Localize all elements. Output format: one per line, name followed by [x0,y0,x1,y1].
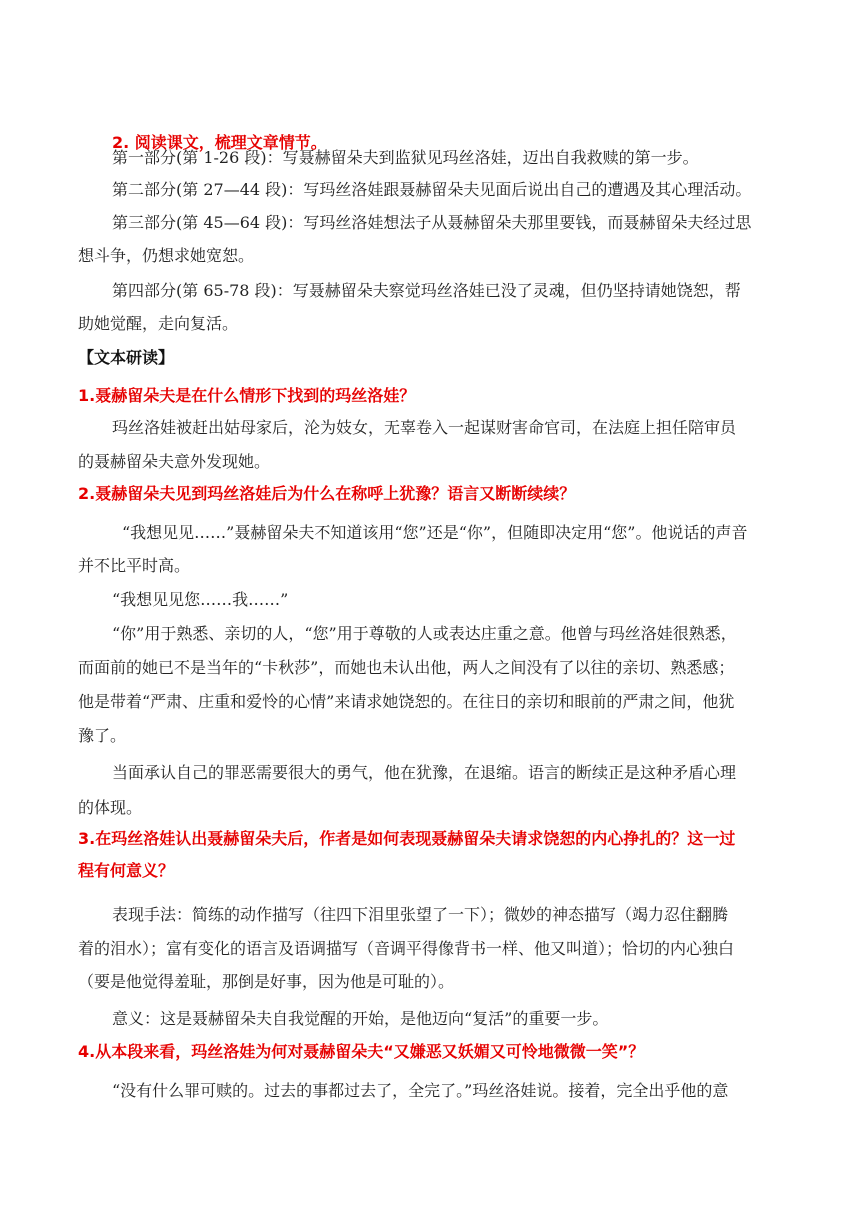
question-2-line-7: 豫了。 [78,726,127,745]
plot-part-3-line-1: 第三部分(第 45—64 段)：写玛丝洛娃想法子从聂赫留朵夫那里要钱，而聂赫留朵夫经过思 [112,213,752,232]
plot-part-2: 第二部分(第 27—44 段)：写玛丝洛娃跟聂赫留朵夫见面后说出自己的遭遇及其心理活动。 [112,180,752,199]
question-2-line-8: 当面承认自己的罪恶需要很大的勇气，他在犹豫，在退缩。语言的断续正是这种矛盾心理 [112,763,737,782]
question-3-title-line-1: 3.在玛丝洛娃认出聂赫留朵夫后，作者是如何表现聂赫留朵夫请求饶恕的内心挣扎的？这一过 [78,829,736,848]
question-2-line-9: 的体现。 [78,798,143,817]
plot-part-4-line-1: 第四部分(第 65-78 段)：写聂赫留朵夫察觉玛丝洛娃已没了灵魂，但仍坚持请她饶恕，帮 [112,281,741,300]
question-1-title: 1.聂赫留朵夫是在什么情形下找到的玛丝洛娃？ [78,386,416,405]
plot-part-3-line-2: 想斗争，仍想求她宽恕。 [78,246,255,265]
question-1-answer-line-2: 的聂赫留朵夫意外发现她。 [78,452,271,471]
question-2-title: 2.聂赫留朵夫见到玛丝洛娃后为什么在称呼上犹豫？语言又断断续续？ [78,484,576,503]
question-2-line-6: 他是带着“严肃、庄重和爱怜的心情”来请求她饶恕的。在往日的亲切和眼前的严肃之间，他犹 [78,692,735,711]
question-3-line-3: （要是他觉得羞耻，那倒是好事，因为他是可耻的）。 [78,972,455,991]
section-2-title: 2. 阅读课文，梳理文章情节。 [112,133,327,152]
question-2-line-1: “我想见见……”聂赫留朵夫不知道该用“您”还是“你”，但随即决定用“您”。他说话的声音 [122,523,748,542]
question-3-line-2: 着的泪水）；富有变化的语言及语调描写（音调平得像背书一样、他又叫道）；恰切的内心独白 [78,939,735,958]
question-3-line-1: 表现手法：简练的动作描写（往四下泪里张望了一下）；微妙的神态描写（竭力忍住翻腾 [112,905,729,924]
question-3-title-line-2: 程有何意义？ [78,861,175,880]
question-2-line-5: 而面前的她已不是当年的“卡秋莎”，而她也未认出他，两人之间没有了以往的亲切、熟悉感； [78,658,735,677]
question-3-line-4: 意义：这是聂赫留朵夫自我觉醒的开始，是他迈向“复活”的重要一步。 [112,1009,609,1028]
section-header-text-study: 【文本研读】 [78,348,175,367]
plot-part-4-line-2: 助她觉醒，走向复活。 [78,314,239,333]
question-4-title: 4.从本段来看，玛丝洛娃为何对聂赫留朵夫“又嫌恶又妖媚又可怜地微微一笑”？ [78,1042,645,1061]
plot-part-1: 第一部分(第 1-26 段)：写聂赫留朵夫到监狱见玛丝洛娃，迈出自我救赎的第一步。 [112,148,699,167]
question-1-answer-line-1: 玛丝洛娃被赶出姑母家后，沦为妓女，无辜卷入一起谋财害命官司，在法庭上担任陪审员 [112,418,737,437]
question-2-line-3: “我想见见您……我……” [112,590,289,609]
question-2-line-4: “你”用于熟悉、亲切的人，“您”用于尊敬的人或表达庄重之意。他曾与玛丝洛娃很熟悉， [112,624,737,643]
question-2-line-2: 并不比平时高。 [78,556,191,575]
question-4-line-1: “没有什么罪可赎的。过去的事都过去了，全完了。”玛丝洛娃说。接着，完全出乎他的意 [112,1081,729,1100]
